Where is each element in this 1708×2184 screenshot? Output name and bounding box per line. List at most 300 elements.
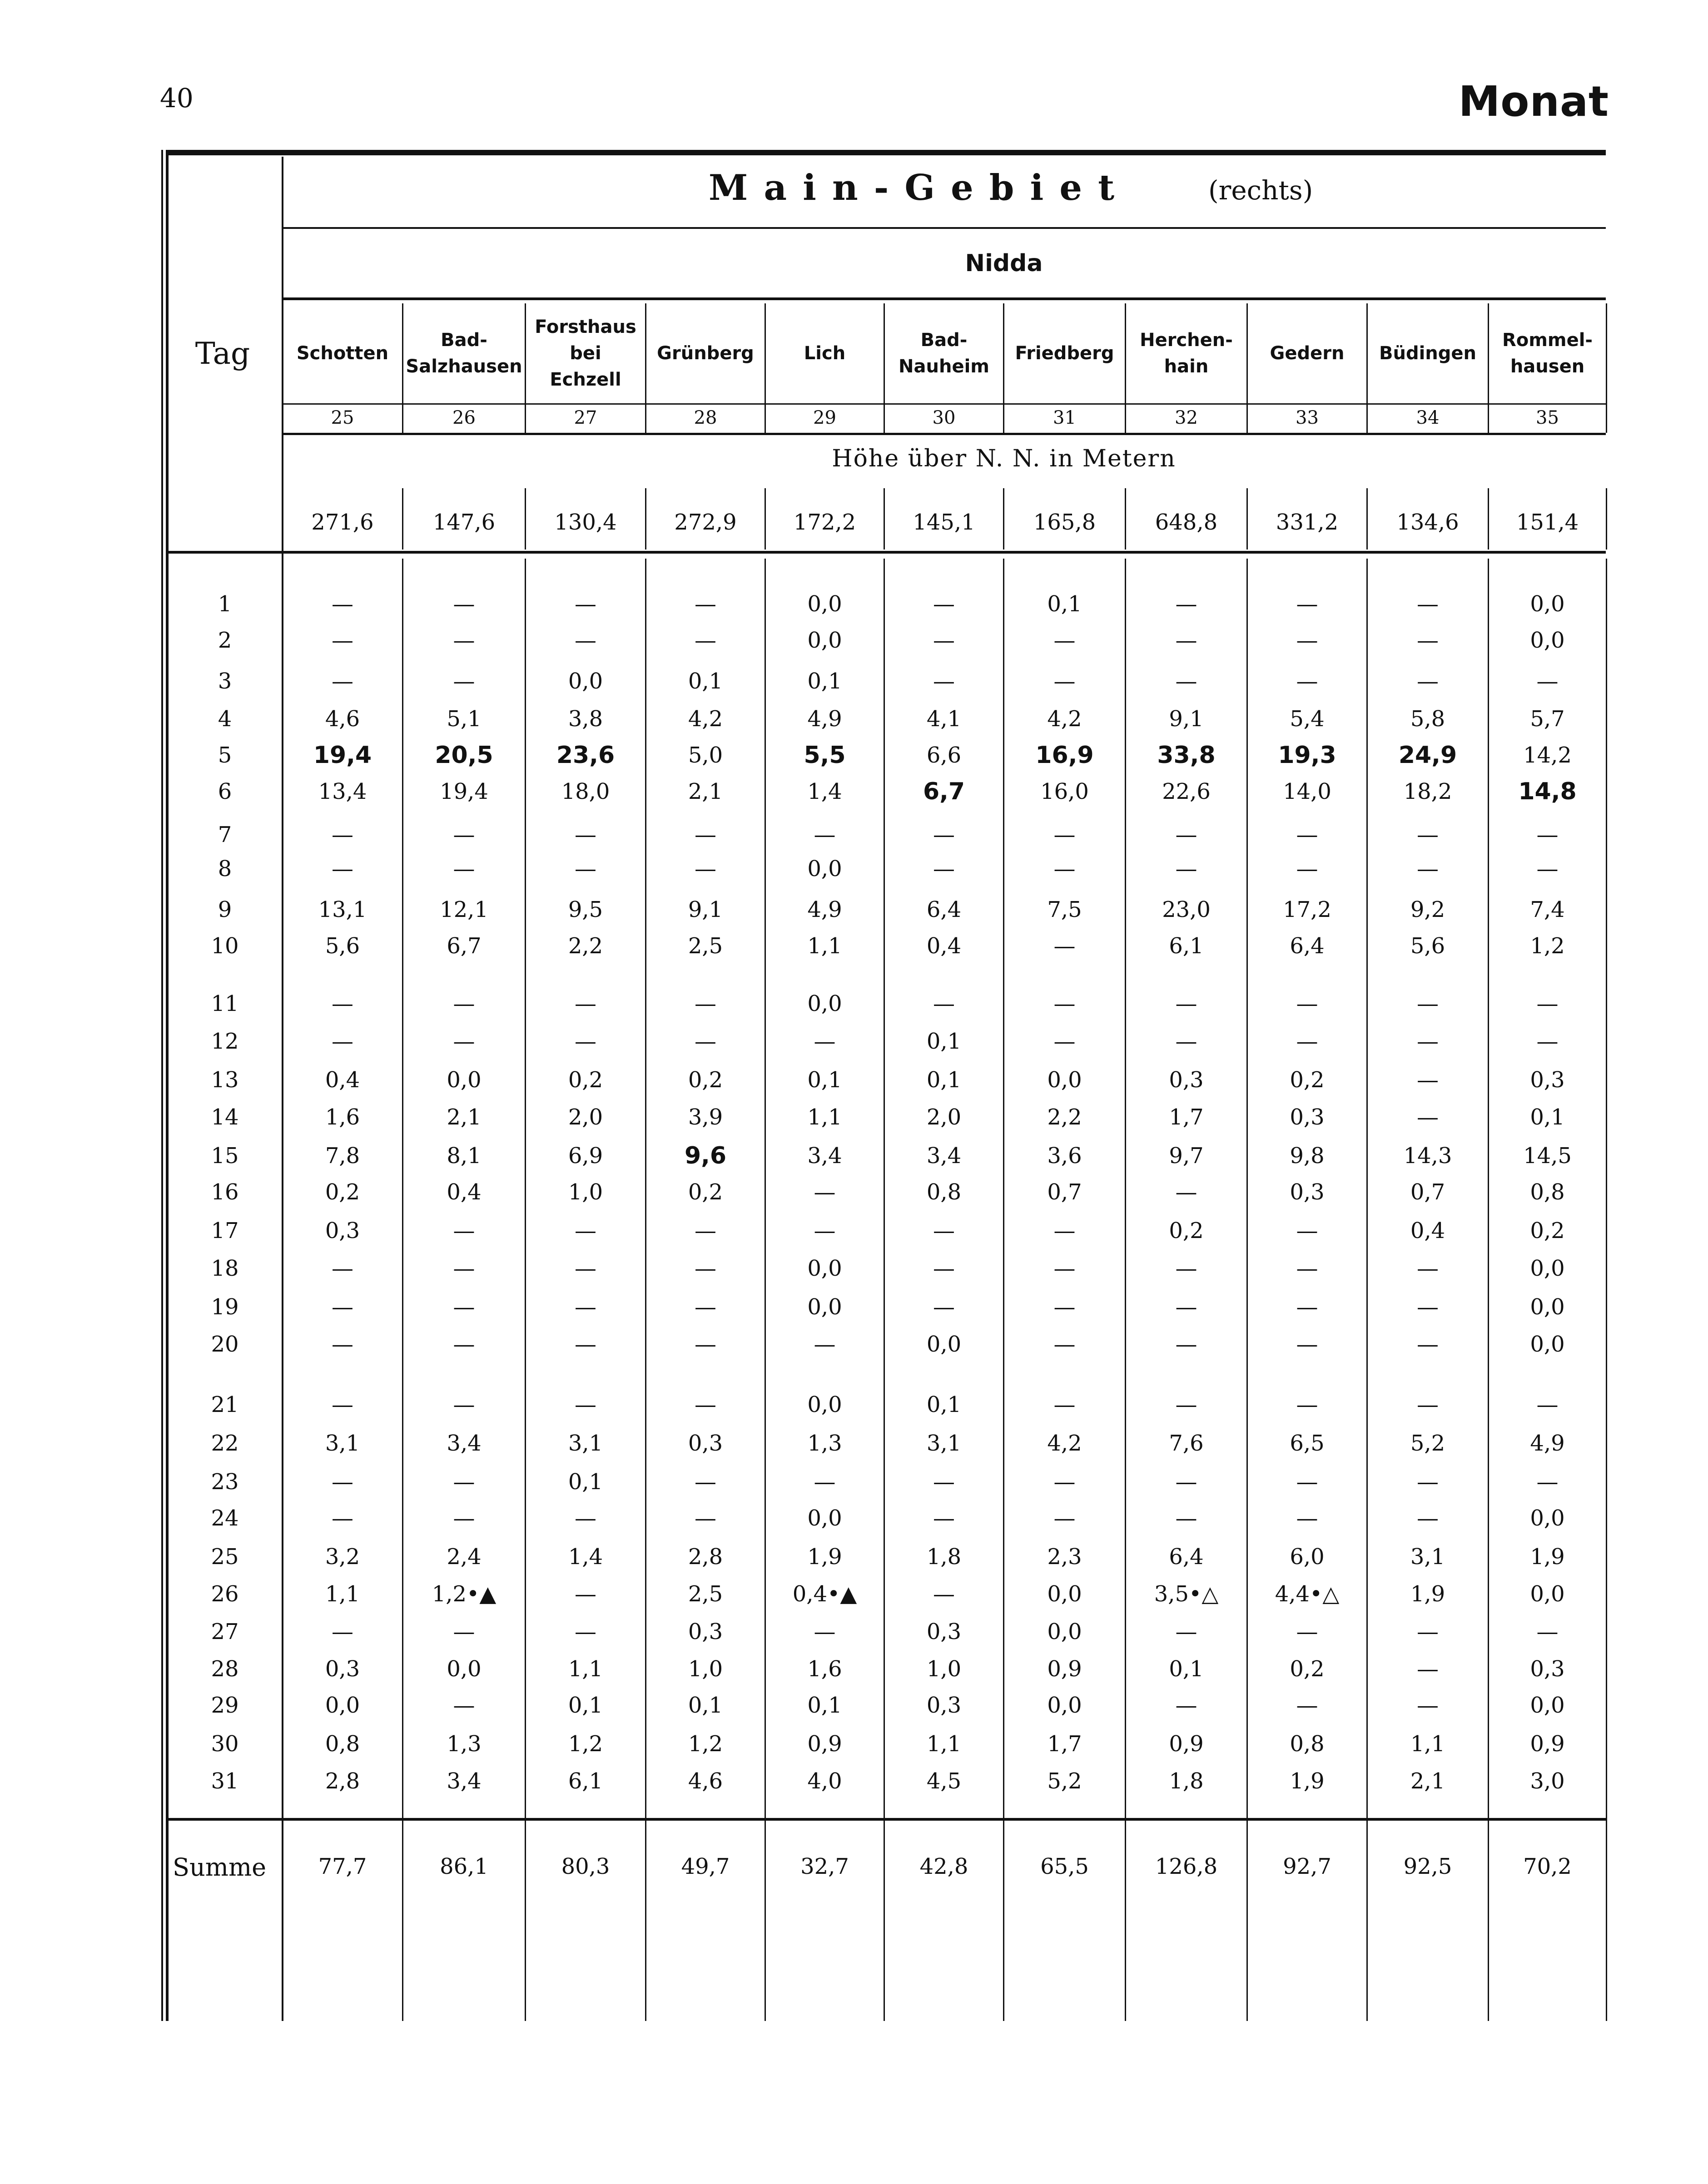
precipitation-value: 0,1 <box>926 1392 962 1417</box>
day-number: 7 <box>218 822 232 847</box>
precipitation-value: 0,3 <box>926 1693 962 1718</box>
precipitation-value: — <box>933 822 955 847</box>
precipitation-value: 4,9 <box>1530 1431 1565 1456</box>
precipitation-value: — <box>453 1392 475 1417</box>
precipitation-value: 7,6 <box>1169 1431 1204 1456</box>
precipitation-value: 1,2 <box>688 1731 723 1757</box>
precipitation-value: 5,2 <box>1047 1768 1082 1794</box>
station-number: 30 <box>932 407 956 428</box>
precipitation-value: — <box>575 1581 596 1607</box>
precipitation-value: 9,6 <box>684 1142 727 1169</box>
station-sum: 126,8 <box>1155 1854 1218 1879</box>
precipitation-value: 1,6 <box>325 1104 360 1130</box>
precipitation-value: — <box>1053 1029 1076 1054</box>
precipitation-value: — <box>575 1506 596 1531</box>
precipitation-value: — <box>1296 822 1318 847</box>
station-name: Herchen- hain <box>1140 330 1233 377</box>
day-number: 8 <box>218 856 232 882</box>
precipitation-value: 9,7 <box>1169 1143 1204 1169</box>
precipitation-value: — <box>1175 1392 1197 1417</box>
station-sum: 80,3 <box>561 1854 610 1879</box>
station-elevation: 271,6 <box>311 510 374 535</box>
precipitation-value: — <box>453 822 475 847</box>
precipitation-value: 12,1 <box>440 897 488 922</box>
precipitation-value: 5,1 <box>447 706 482 732</box>
precipitation-value: 0,0 <box>1530 1693 1565 1718</box>
precipitation-value: 1,0 <box>926 1656 962 1682</box>
river-rule <box>282 297 1606 300</box>
precipitation-value: — <box>1053 822 1076 847</box>
precipitation-value: 7,5 <box>1047 897 1082 922</box>
precipitation-value: — <box>575 1218 596 1243</box>
precipitation-value: 0,0 <box>807 1506 842 1531</box>
precipitation-value: — <box>1417 1104 1439 1130</box>
precipitation-value: 33,8 <box>1157 742 1216 769</box>
precipitation-value: 4,2 <box>1047 1431 1082 1456</box>
precipitation-value: 20,5 <box>435 742 493 769</box>
precipitation-value: — <box>814 1029 836 1054</box>
station-number: 28 <box>694 407 717 428</box>
station-number: 31 <box>1053 407 1076 428</box>
precipitation-value: 4,9 <box>807 897 842 922</box>
precipitation-value: 1,8 <box>926 1544 962 1570</box>
station-sum: 92,5 <box>1403 1854 1452 1879</box>
precipitation-value: — <box>332 669 353 694</box>
day-number: 11 <box>211 991 239 1016</box>
precipitation-value: 0,9 <box>1169 1731 1204 1757</box>
precipitation-value: — <box>575 1332 596 1357</box>
precipitation-value: — <box>332 822 353 847</box>
precipitation-value: — <box>1536 1392 1559 1417</box>
precipitation-value: — <box>453 1469 475 1495</box>
precipitation-value: — <box>1296 1029 1318 1054</box>
station-sum: 86,1 <box>440 1854 488 1879</box>
day-number: 27 <box>211 1619 239 1644</box>
precipitation-value: — <box>453 591 475 617</box>
day-number: 28 <box>211 1656 239 1682</box>
precipitation-value: — <box>332 1256 353 1281</box>
station-name: Grünberg <box>657 343 754 364</box>
precipitation-value: 0,9 <box>1530 1731 1565 1757</box>
precipitation-value: 1,4 <box>568 1544 603 1570</box>
precipitation-value: 0,0 <box>1530 591 1565 617</box>
precipitation-value: 0,0 <box>807 628 842 653</box>
station-elevation: 134,6 <box>1396 510 1459 535</box>
precipitation-value: 2,5 <box>688 933 723 959</box>
day-number: 14 <box>211 1104 239 1130</box>
precipitation-value: 1,1 <box>1410 1731 1445 1757</box>
precipitation-value: 0,3 <box>1169 1067 1204 1093</box>
precipitation-value: 1,4 <box>807 779 842 804</box>
day-number: 2 <box>218 628 232 653</box>
station-name: Rommel- hausen <box>1502 330 1593 377</box>
day-number: 25 <box>211 1544 239 1570</box>
precipitation-value: — <box>695 1218 716 1243</box>
precipitation-value: 0,0 <box>1047 1067 1082 1093</box>
precipitation-value: — <box>814 1332 836 1357</box>
precipitation-value: — <box>814 1469 836 1495</box>
sum-label: Summe <box>173 1853 267 1882</box>
precipitation-value: 4,1 <box>926 706 962 732</box>
precipitation-value: — <box>814 822 836 847</box>
precipitation-value: — <box>453 669 475 694</box>
precipitation-value: 6,4 <box>926 897 962 922</box>
precipitation-value: 0,4•▲ <box>792 1581 857 1607</box>
precipitation-value: — <box>1175 591 1197 617</box>
precipitation-value: 0,7 <box>1047 1179 1082 1205</box>
day-number: 3 <box>218 669 232 694</box>
precipitation-value: 3,4 <box>807 1143 842 1169</box>
precipitation-value: 19,4 <box>440 779 488 804</box>
station-sum: 77,7 <box>318 1854 367 1879</box>
day-number: 22 <box>211 1431 239 1456</box>
day-number: 31 <box>211 1768 239 1794</box>
precipitation-value: — <box>1175 1619 1197 1644</box>
precipitation-value: 0,0 <box>807 991 842 1016</box>
precipitation-value: 1,3 <box>447 1731 482 1757</box>
precipitation-value: — <box>1417 822 1439 847</box>
precipitation-value: — <box>1175 991 1197 1016</box>
day-number: 15 <box>211 1143 239 1169</box>
precipitation-value: 0,2 <box>1290 1656 1325 1682</box>
precipitation-value: 14,0 <box>1283 779 1331 804</box>
precipitation-value: — <box>695 1392 716 1417</box>
day-number: 21 <box>211 1392 239 1417</box>
precipitation-value: 9,1 <box>1169 706 1204 732</box>
precipitation-value: 6,7 <box>447 933 482 959</box>
station-elevation: 648,8 <box>1155 510 1218 535</box>
precipitation-value: — <box>332 856 353 882</box>
precipitation-value: 7,4 <box>1530 897 1565 922</box>
precipitation-value: — <box>695 1469 716 1495</box>
precipitation-value: 0,0 <box>447 1067 482 1093</box>
precipitation-value: — <box>453 1218 475 1243</box>
precipitation-value: 0,0 <box>1530 1294 1565 1320</box>
precipitation-value: 14,2 <box>1523 743 1572 768</box>
precipitation-value: — <box>1296 591 1318 617</box>
day-column-header: Tag <box>195 336 250 371</box>
precipitation-value: 3,4 <box>447 1431 482 1456</box>
precipitation-value: 2,5 <box>688 1581 723 1607</box>
precipitation-value: 0,1 <box>688 1693 723 1718</box>
precipitation-value: 0,0 <box>1530 1332 1565 1357</box>
precipitation-value: — <box>332 1332 353 1357</box>
precipitation-value: 0,0 <box>807 591 842 617</box>
precipitation-value: 9,8 <box>1290 1143 1325 1169</box>
day-number: 4 <box>218 706 232 732</box>
precipitation-value: — <box>1175 822 1197 847</box>
precipitation-value: 3,1 <box>325 1431 360 1456</box>
precipitation-value: 3,1 <box>926 1431 962 1456</box>
precipitation-value: 2,1 <box>447 1104 482 1130</box>
precipitation-value: — <box>1417 1506 1439 1531</box>
elevation-label: Höhe über N. N. in Metern <box>832 445 1176 472</box>
precipitation-value: — <box>933 591 955 617</box>
precipitation-value: — <box>933 1469 955 1495</box>
precipitation-value: 1,6 <box>807 1656 842 1682</box>
precipitation-value: 6,7 <box>923 778 965 805</box>
precipitation-value: — <box>1536 1469 1559 1495</box>
precipitation-value: 1,9 <box>1410 1581 1445 1607</box>
precipitation-value: 4,2 <box>1047 706 1082 732</box>
station-header-separator <box>1606 303 1607 433</box>
precipitation-value: — <box>1296 1469 1318 1495</box>
station-sum: 42,8 <box>919 1854 968 1879</box>
precipitation-value: 3,8 <box>568 706 603 732</box>
day-number: 29 <box>211 1693 239 1718</box>
precipitation-value: — <box>575 991 596 1016</box>
precipitation-value: 0,3 <box>688 1431 723 1456</box>
page-heading: Monat <box>1458 77 1609 126</box>
day-number: 17 <box>211 1218 239 1243</box>
precipitation-value: — <box>695 628 716 653</box>
precipitation-value: 0,3 <box>1530 1656 1565 1682</box>
precipitation-value: 0,0 <box>1047 1693 1082 1718</box>
station-sum: 92,7 <box>1283 1854 1331 1879</box>
precipitation-value: 0,1 <box>807 1067 842 1093</box>
day-number: 20 <box>211 1332 239 1357</box>
precipitation-value: — <box>1536 991 1559 1016</box>
precipitation-value: — <box>453 1256 475 1281</box>
precipitation-value: 7,8 <box>325 1143 360 1169</box>
precipitation-value: 1,2•▲ <box>432 1581 497 1607</box>
precipitation-value: 1,8 <box>1169 1768 1204 1794</box>
precipitation-value: 5,6 <box>325 933 360 959</box>
precipitation-value: — <box>1417 1332 1439 1357</box>
left-border <box>166 150 169 2021</box>
day-number: 26 <box>211 1581 239 1607</box>
precipitation-value: 6,4 <box>1290 933 1325 959</box>
precipitation-value: 6,1 <box>568 1768 603 1794</box>
precipitation-value: 0,3 <box>688 1619 723 1644</box>
station-name: Büdingen <box>1379 343 1477 364</box>
precipitation-value: 1,0 <box>688 1656 723 1682</box>
precipitation-value: 1,1 <box>926 1731 962 1757</box>
precipitation-value: 16,0 <box>1040 779 1089 804</box>
station-sum: 70,2 <box>1523 1854 1572 1879</box>
precipitation-value: — <box>1417 1656 1439 1682</box>
precipitation-value: — <box>1175 1179 1197 1205</box>
precipitation-value: 0,3 <box>1290 1179 1325 1205</box>
precipitation-value: — <box>1175 1332 1197 1357</box>
day-number: 12 <box>211 1029 239 1054</box>
precipitation-value: 6,0 <box>1290 1544 1325 1570</box>
precipitation-value: — <box>1417 1619 1439 1644</box>
precipitation-value: 0,0 <box>1047 1619 1082 1644</box>
precipitation-value: — <box>1417 1067 1439 1093</box>
precipitation-value: — <box>1417 1294 1439 1320</box>
station-sum: 49,7 <box>681 1854 730 1879</box>
precipitation-value: 5,7 <box>1530 706 1565 732</box>
precipitation-value: 3,9 <box>688 1104 723 1130</box>
precipitation-value: — <box>933 991 955 1016</box>
station-name: Schotten <box>296 343 389 364</box>
precipitation-value: 0,2 <box>688 1067 723 1093</box>
precipitation-value: — <box>1053 1469 1076 1495</box>
precipitation-value: 3,4 <box>926 1143 962 1169</box>
precipitation-value: — <box>1175 1256 1197 1281</box>
precipitation-value: — <box>575 1029 596 1054</box>
precipitation-value: — <box>575 1619 596 1644</box>
station-name: Gedern <box>1270 343 1345 364</box>
precipitation-value: — <box>575 1256 596 1281</box>
precipitation-value: — <box>933 628 955 653</box>
precipitation-value: 0,1 <box>926 1067 962 1093</box>
precipitation-value: — <box>453 856 475 882</box>
station-number: 27 <box>574 407 597 428</box>
precipitation-value: 0,8 <box>1530 1179 1565 1205</box>
station-number: 25 <box>331 407 354 428</box>
precipitation-value: — <box>1053 933 1076 959</box>
precipitation-value: — <box>453 1693 475 1718</box>
precipitation-value: 0,3 <box>325 1656 360 1682</box>
precipitation-value: 2,0 <box>568 1104 603 1130</box>
precipitation-value: — <box>695 1506 716 1531</box>
precipitation-value: 4,9 <box>807 706 842 732</box>
precipitation-value: 2,2 <box>1047 1104 1082 1130</box>
precipitation-value: 4,4•△ <box>1275 1581 1340 1607</box>
precipitation-value: — <box>1536 822 1559 847</box>
precipitation-value: 0,3 <box>1290 1104 1325 1130</box>
top-rule <box>166 150 1606 155</box>
precipitation-value: 22,6 <box>1162 779 1211 804</box>
precipitation-value: 3,0 <box>1530 1768 1565 1794</box>
precipitation-value: 3,1 <box>568 1431 603 1456</box>
precipitation-value: 5,5 <box>804 742 846 769</box>
station-number: 34 <box>1416 407 1440 428</box>
day-number: 9 <box>218 897 232 922</box>
precipitation-value: 4,6 <box>688 1768 723 1794</box>
day-number: 23 <box>211 1469 239 1495</box>
precipitation-value: 3,2 <box>325 1544 360 1570</box>
precipitation-value: — <box>332 1469 353 1495</box>
precipitation-value: 19,3 <box>1278 742 1336 769</box>
precipitation-value: 0,2 <box>688 1179 723 1205</box>
day-number: 24 <box>211 1506 239 1531</box>
precipitation-value: — <box>933 1581 955 1607</box>
precipitation-value: — <box>1296 1392 1318 1417</box>
precipitation-value: — <box>1053 1506 1076 1531</box>
day-number: 10 <box>211 933 239 959</box>
station-name: Bad- Nauheim <box>899 330 989 377</box>
precipitation-value: 0,2 <box>1290 1067 1325 1093</box>
station-elevation: 151,4 <box>1516 510 1579 535</box>
precipitation-value: — <box>1053 1218 1076 1243</box>
station-name: Forsthaus bei Echzell <box>535 317 636 390</box>
precipitation-value: 0,3 <box>1530 1067 1565 1093</box>
day-number: 30 <box>211 1731 239 1757</box>
precipitation-value: — <box>575 1294 596 1320</box>
station-name: Lich <box>804 343 846 364</box>
precipitation-value: 0,0 <box>926 1332 962 1357</box>
precipitation-value: 0,3 <box>926 1619 962 1644</box>
precipitation-value: 1,9 <box>1530 1544 1565 1570</box>
station-number: 29 <box>813 407 836 428</box>
precipitation-value: 1,1 <box>807 1104 842 1130</box>
precipitation-value: — <box>695 856 716 882</box>
precipitation-value: 4,0 <box>807 1768 842 1794</box>
elevation-separator <box>1606 488 1607 550</box>
precipitation-value: — <box>1536 856 1559 882</box>
precipitation-value: — <box>453 1619 475 1644</box>
precipitation-value: — <box>814 1619 836 1644</box>
precipitation-value: — <box>453 628 475 653</box>
precipitation-value: 0,1 <box>1169 1656 1204 1682</box>
precipitation-value: 0,0 <box>447 1656 482 1682</box>
precipitation-value: 2,0 <box>926 1104 962 1130</box>
precipitation-value: 2,4 <box>447 1544 482 1570</box>
station-name: Friedberg <box>1015 343 1114 364</box>
precipitation-value: — <box>1175 628 1197 653</box>
precipitation-value: — <box>1296 1506 1318 1531</box>
precipitation-value: — <box>1417 669 1439 694</box>
header-bottom-rule <box>166 551 1606 554</box>
precipitation-value: — <box>1536 1619 1559 1644</box>
precipitation-value: — <box>1417 1029 1439 1054</box>
precipitation-value: 1,9 <box>807 1544 842 1570</box>
precipitation-value: 1,0 <box>568 1179 603 1205</box>
precipitation-value: — <box>1175 856 1197 882</box>
precipitation-value: 2,1 <box>688 779 723 804</box>
day-number: 5 <box>218 743 232 768</box>
precipitation-value: 0,2 <box>1530 1218 1565 1243</box>
station-name: Bad- Salzhausen <box>406 330 522 377</box>
precipitation-value: 13,4 <box>318 779 367 804</box>
precipitation-value: 1,9 <box>1290 1768 1325 1794</box>
precipitation-value: 2,8 <box>325 1768 360 1794</box>
precipitation-value: — <box>332 591 353 617</box>
station-elevation: 172,2 <box>793 510 856 535</box>
precipitation-value: — <box>1053 1294 1076 1320</box>
precipitation-value: — <box>1175 1294 1197 1320</box>
precipitation-value: 1,7 <box>1047 1731 1082 1757</box>
precipitation-value: 16,9 <box>1035 742 1094 769</box>
precipitation-value: — <box>933 1506 955 1531</box>
precipitation-value: 14,5 <box>1523 1143 1572 1169</box>
station-number: 32 <box>1175 407 1198 428</box>
page-number: 40 <box>160 83 194 114</box>
precipitation-value: 2,2 <box>568 933 603 959</box>
precipitation-value: — <box>1053 1332 1076 1357</box>
precipitation-value: 0,0 <box>1530 1581 1565 1607</box>
precipitation-value: 5,6 <box>1410 933 1445 959</box>
precipitation-value: — <box>1053 1392 1076 1417</box>
precipitation-value: 9,5 <box>568 897 603 922</box>
precipitation-value: 0,2 <box>568 1067 603 1093</box>
precipitation-value: 1,1 <box>568 1656 603 1682</box>
precipitation-value: 5,0 <box>688 743 723 768</box>
river-name: Nidda <box>965 250 1043 277</box>
precipitation-value: — <box>575 822 596 847</box>
precipitation-value: 0,4 <box>926 933 962 959</box>
precipitation-value: — <box>575 856 596 882</box>
precipitation-value: 2,3 <box>1047 1544 1082 1570</box>
precipitation-value: — <box>332 1506 353 1531</box>
precipitation-value: — <box>1417 1256 1439 1281</box>
precipitation-value: 0,0 <box>807 1256 842 1281</box>
precipitation-value: — <box>332 1392 353 1417</box>
station-elevation: 272,9 <box>674 510 737 535</box>
precipitation-value: — <box>695 822 716 847</box>
day-number: 13 <box>211 1067 239 1093</box>
precipitation-value: 0,1 <box>1530 1104 1565 1130</box>
precipitation-value: — <box>332 991 353 1016</box>
precipitation-value: 5,8 <box>1410 706 1445 732</box>
day-number: 6 <box>218 779 232 804</box>
precipitation-value: 5,4 <box>1290 706 1325 732</box>
precipitation-value: — <box>1296 856 1318 882</box>
precipitation-value: 6,4 <box>1169 1544 1204 1570</box>
